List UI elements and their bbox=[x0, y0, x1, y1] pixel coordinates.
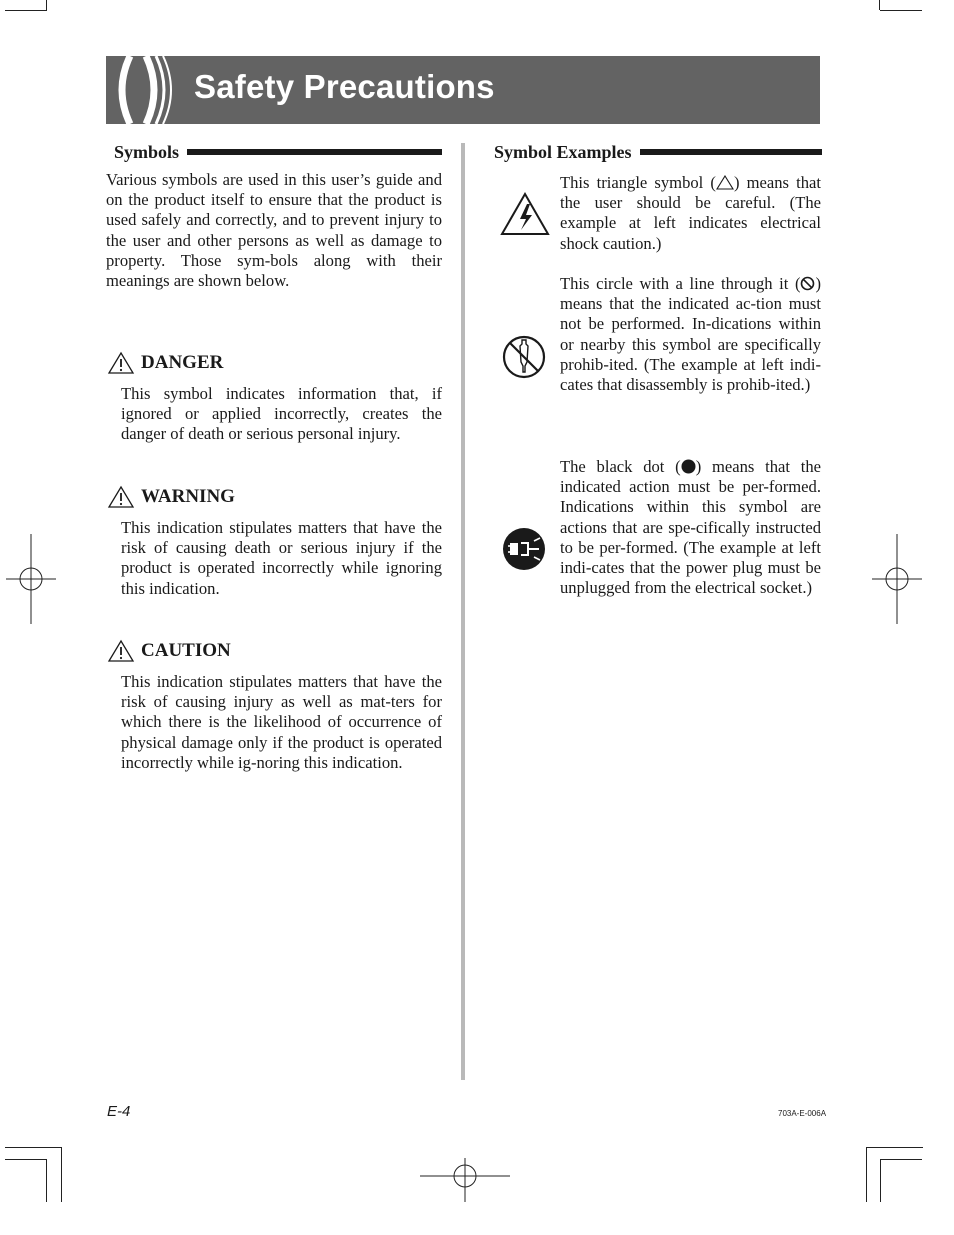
crop-mark bbox=[866, 1147, 867, 1202]
registration-mark-right bbox=[872, 534, 922, 624]
heading-rule bbox=[187, 149, 442, 155]
registration-mark-left bbox=[6, 534, 56, 624]
danger-label: DANGER bbox=[141, 352, 224, 373]
crop-mark bbox=[46, 1159, 47, 1202]
crop-mark bbox=[880, 1159, 881, 1202]
prohibition-symbol-icon bbox=[800, 276, 815, 291]
symbol-examples-label: Symbol Examples bbox=[494, 141, 632, 162]
triangle-symbol-icon bbox=[716, 175, 734, 190]
warning-label: WARNING bbox=[141, 486, 235, 507]
dot-explanation: The black dot ( ) means that the indicated action must be per-formed. Indications within this symbol are actions that are spe-cifically instructed to be per-formed. (The example at left indi-cates that the power plug must be unplugged from the electrical socket.) bbox=[560, 457, 821, 598]
crop-mark bbox=[61, 1147, 62, 1202]
triangle-explanation: This triangle symbol ( ) means that the user should be careful. (The example at left indicates electrical shock caution.) bbox=[560, 173, 821, 253]
symbols-heading-label: Symbols bbox=[114, 141, 180, 162]
page-title: Safety Precautions bbox=[194, 68, 495, 105]
caution-body: This indication stipulates matters that have the risk of causing injury as well as mat-ters for which there is the likelihood of occurrence of physical damage only if the product is operated incorrectly while ig-noring this indication. bbox=[121, 672, 442, 772]
no-disassembly-icon bbox=[501, 334, 547, 380]
black-dot-symbol-icon bbox=[681, 459, 696, 474]
danger-body: This symbol indicates information that, if ignored or applied incorrectly, creates the danger of death or serious personal injury. bbox=[121, 384, 442, 444]
page-number: E-4 bbox=[107, 1103, 131, 1120]
caution-label: CAUTION bbox=[141, 640, 231, 661]
crop-mark bbox=[866, 1147, 923, 1148]
unplug-icon bbox=[502, 527, 546, 571]
warning-triangle-icon bbox=[107, 639, 135, 663]
electric-shock-icon bbox=[499, 191, 551, 237]
circle-explanation: This circle with a line through it ( ) means that the indicated ac-tion must not be performed. In-dications within or nearby this symbol are specifically prohib-ited. (The example at left indi-cates that disassembly is prohib-ited.) bbox=[560, 274, 821, 395]
document-code: 703A-E-006A bbox=[778, 1109, 827, 1118]
warning-triangle-icon bbox=[107, 485, 135, 509]
crop-mark bbox=[5, 10, 47, 11]
crop-mark bbox=[879, 0, 880, 10]
crop-mark bbox=[5, 1147, 62, 1148]
symbols-body: Various symbols are used in this user’s guide and on the product itself to ensure that the product is used safely and correctly, and to prevent injury to the user and other persons as well as damage to property. Those sym-bols along with their meanings are shown below. bbox=[106, 170, 442, 291]
registration-mark-bottom bbox=[420, 1158, 510, 1202]
page-header bbox=[106, 56, 820, 124]
heading-rule bbox=[640, 149, 822, 155]
caution-heading bbox=[107, 639, 231, 663]
warning-body: This indication stipulates matters that have the risk of causing death or serious injury if the product is operated incorrectly while ignoring this indication. bbox=[121, 518, 442, 598]
warning-heading bbox=[107, 485, 235, 509]
crop-mark bbox=[880, 10, 922, 11]
column-divider bbox=[461, 143, 465, 1080]
warning-triangle-icon bbox=[107, 351, 135, 375]
crop-mark bbox=[5, 1159, 47, 1160]
header-arc-ornament bbox=[110, 56, 180, 124]
danger-heading bbox=[107, 351, 223, 375]
symbol-examples-heading bbox=[494, 142, 822, 162]
crop-mark bbox=[880, 1159, 922, 1160]
symbols-heading bbox=[114, 142, 442, 162]
crop-mark bbox=[46, 0, 47, 10]
